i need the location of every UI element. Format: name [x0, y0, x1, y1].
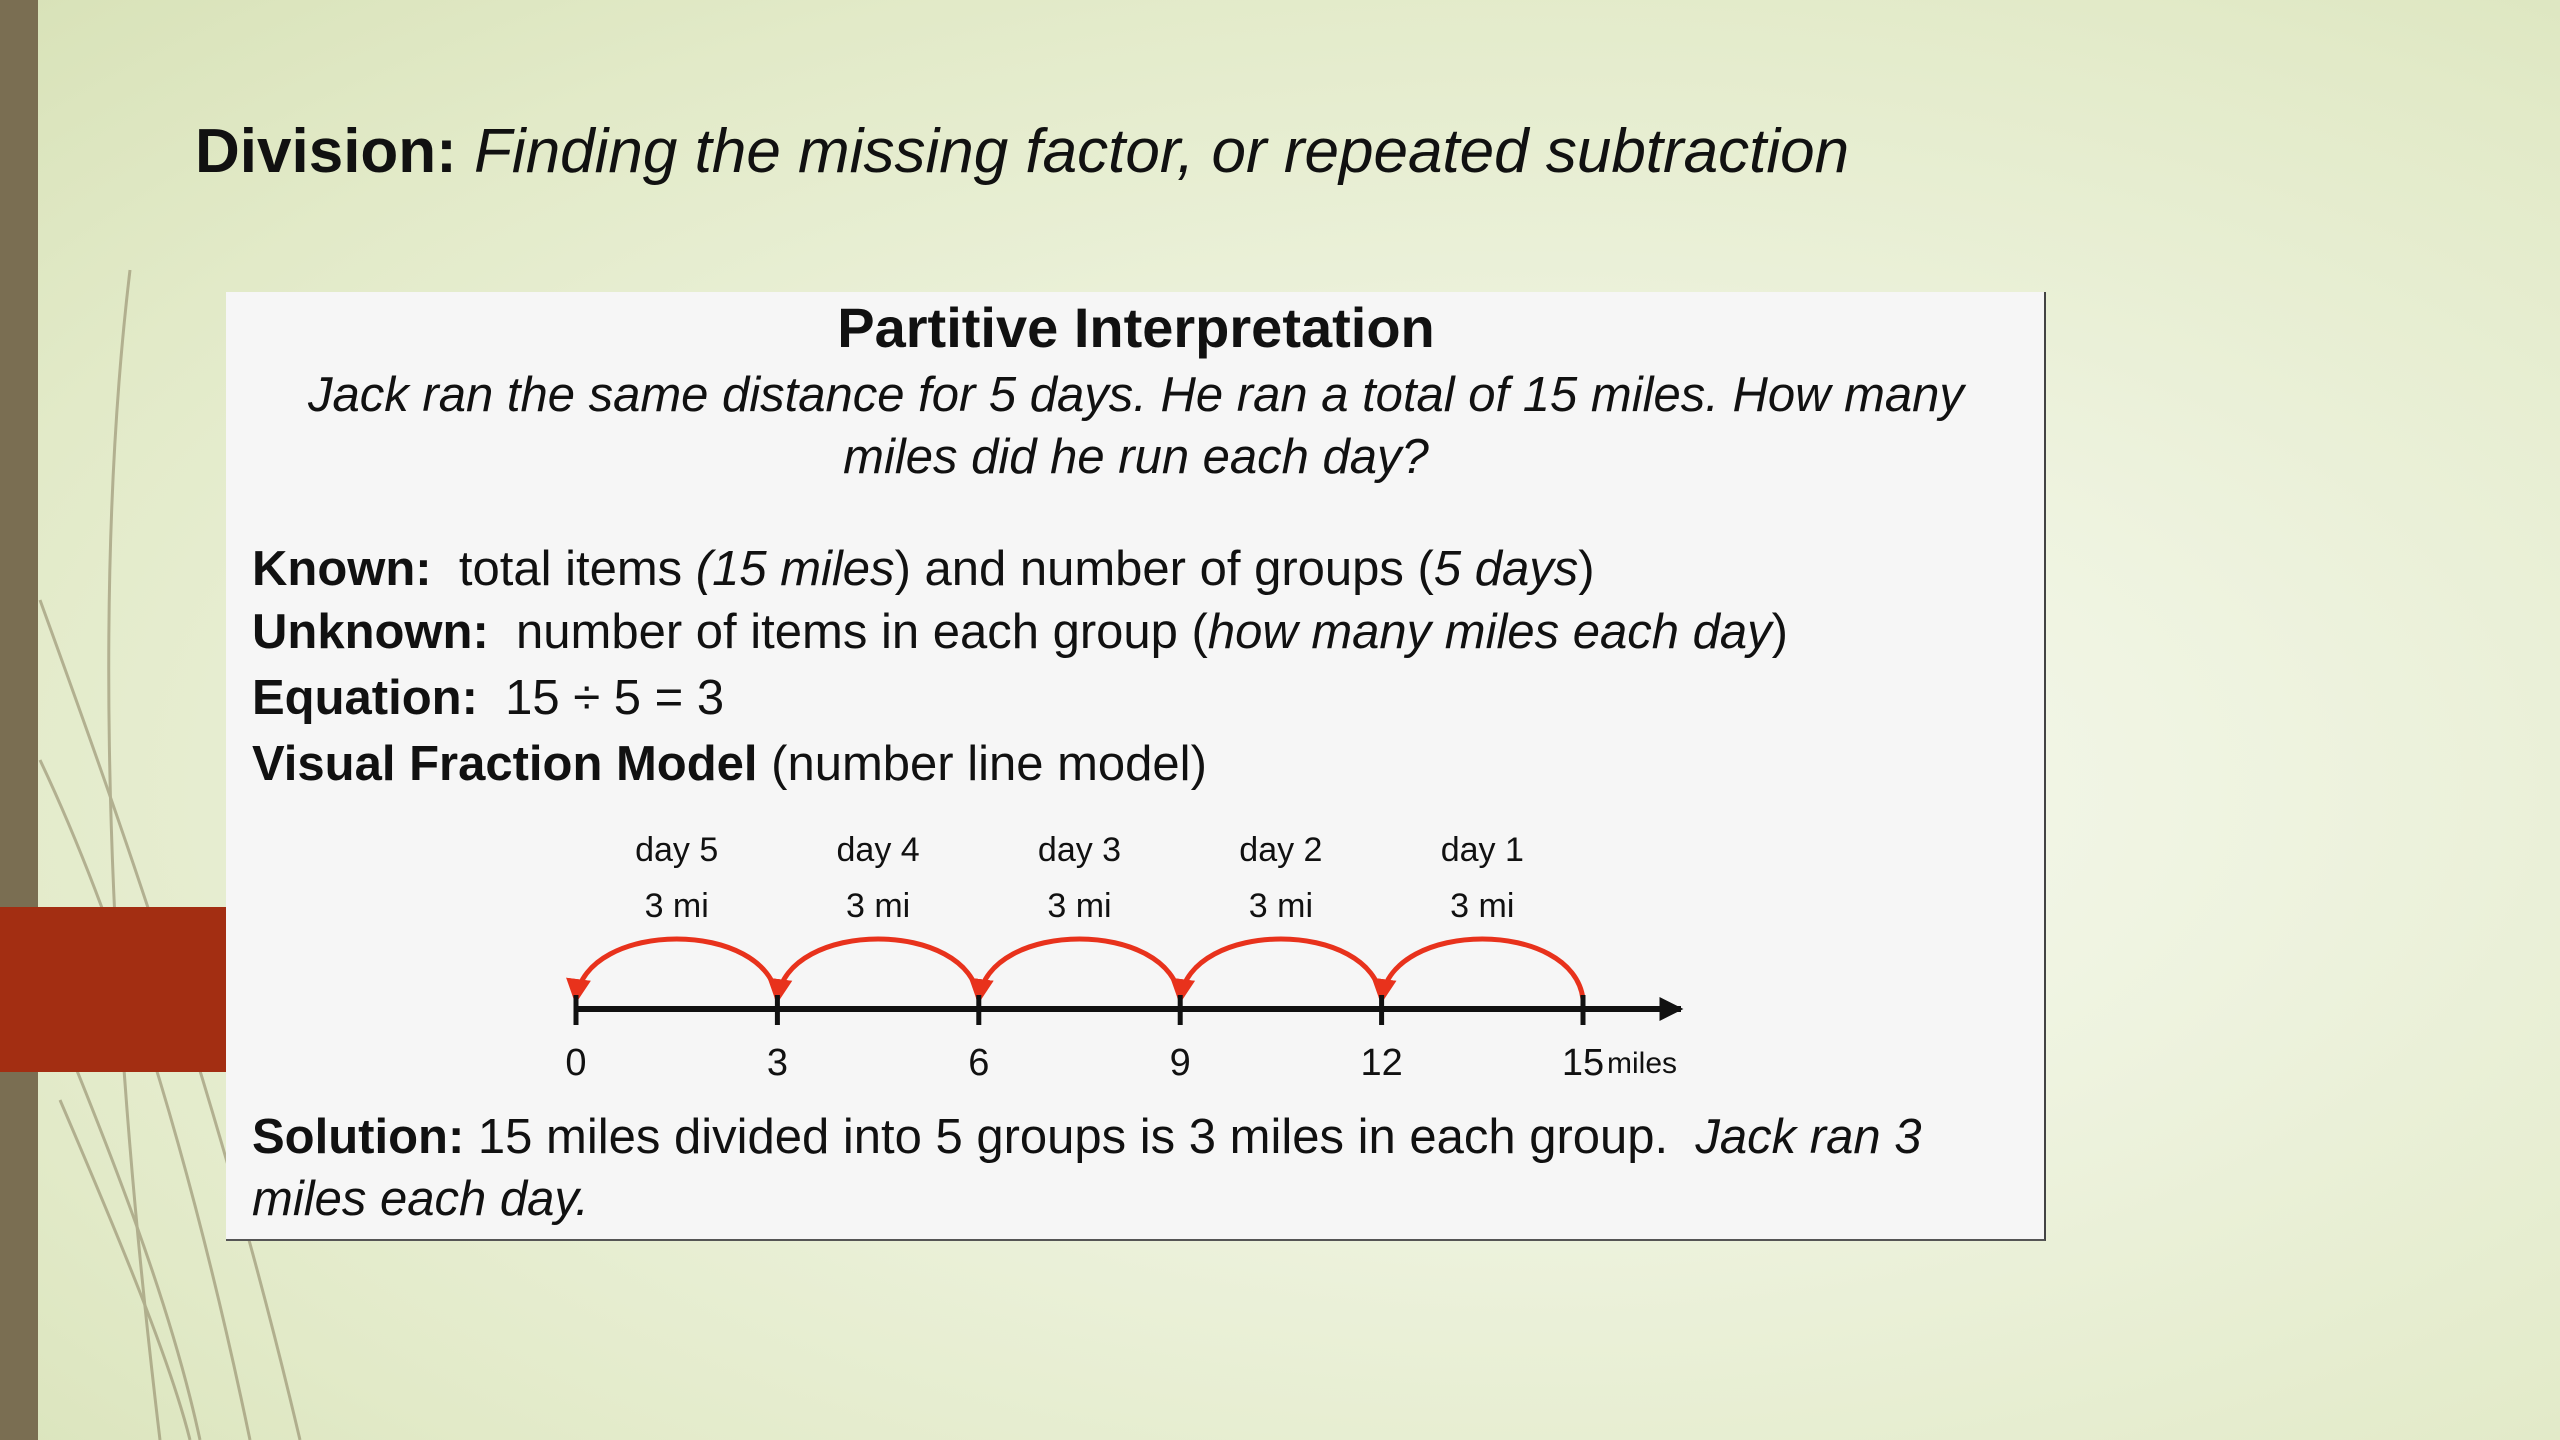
tick-label: 9 — [1169, 1042, 1191, 1084]
content-panel — [226, 292, 2046, 1241]
tick-label: 15 — [1561, 1042, 1605, 1084]
model-text: (number line model) — [757, 737, 1207, 791]
number-line-model — [226, 292, 2046, 1241]
known-label: Known: — [252, 542, 432, 596]
jump-arc — [777, 939, 978, 999]
jump-arc — [576, 939, 777, 999]
day-label: day 2 — [1239, 831, 1323, 869]
number-line-labels — [565, 831, 1677, 1084]
unknown-text-1: number of items in each group ( — [516, 605, 1208, 659]
jump-arc — [1382, 939, 1583, 999]
solution-conclusion: Jack ran 3 miles each day. — [252, 1110, 1922, 1226]
day-label: day 5 — [635, 831, 719, 869]
panel-heading: Partitive Interpretation — [837, 296, 1435, 359]
jump-arc — [1180, 939, 1381, 999]
jump-label: 3 mi — [1450, 887, 1515, 925]
red-accent-block — [0, 907, 226, 1072]
known-text-1: total items — [458, 542, 696, 596]
unit-label: miles — [1607, 1047, 1678, 1080]
solution-text — [252, 1106, 2032, 1230]
equation-text: 15 ÷ 5 = 3 — [505, 671, 725, 725]
slide-title-italic: Finding the missing factor, or repeated subtraction — [474, 117, 1850, 186]
unknown-em-1: how many miles each day — [1207, 605, 1772, 659]
slide-title — [195, 116, 1849, 187]
solution-body: 15 miles divided into 5 groups is 3 miles in each group. — [477, 1110, 1669, 1164]
model-label: Visual Fraction Model — [252, 737, 758, 791]
tick-label: 0 — [565, 1042, 587, 1084]
jump-arcs — [576, 939, 1583, 999]
known-text-2: ) and number of groups ( — [894, 542, 1434, 596]
jump-label: 3 mi — [644, 887, 709, 925]
jump-label: 3 mi — [845, 887, 911, 925]
jump-label: 3 mi — [1248, 887, 1314, 925]
solution-label: Solution: — [252, 1110, 465, 1164]
unknown-label: Unknown: — [252, 605, 489, 659]
day-label: day 3 — [1037, 831, 1122, 869]
slide-title-bold: Division: — [195, 117, 457, 186]
known-em-2: 5 days — [1433, 542, 1579, 596]
tick-label: 3 — [766, 1042, 788, 1084]
equation-label: Equation: — [252, 671, 478, 725]
day-label: day 4 — [836, 831, 920, 869]
day-label: day 1 — [1440, 831, 1524, 869]
unknown-text-2: ) — [1771, 605, 1788, 659]
tick-label: 6 — [968, 1042, 990, 1084]
word-problem: Jack ran the same distance for 5 days. He ran a total of 15 miles. How many miles did he run each day? — [308, 368, 1964, 484]
known-em-1: (15 miles — [695, 542, 895, 596]
known-text-3: ) — [1578, 542, 1595, 596]
jump-label: 3 mi — [1047, 887, 1112, 925]
jump-arc — [979, 939, 1180, 999]
tick-label: 12 — [1360, 1042, 1403, 1084]
